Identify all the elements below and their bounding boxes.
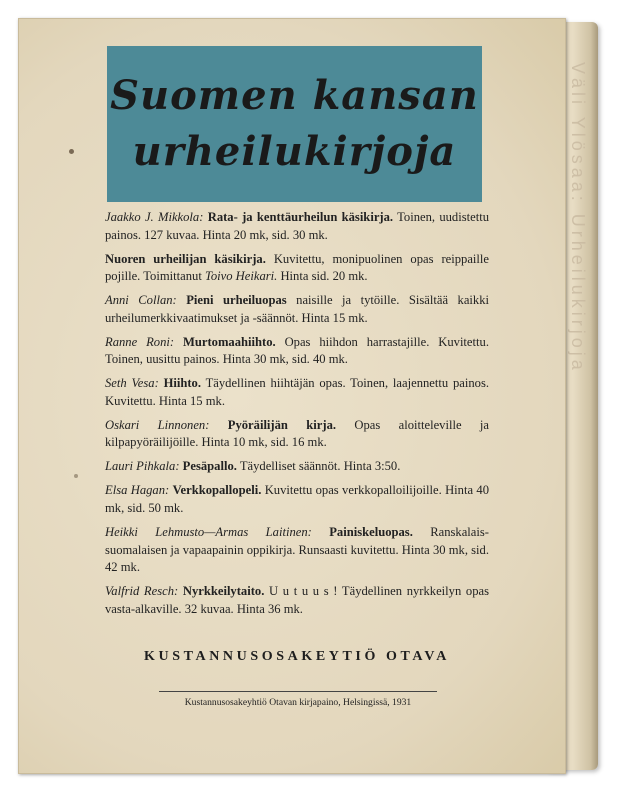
- entry-title: Pyöräilijän kirja.: [227, 417, 337, 432]
- printer-imprint: Kustannusosakeyhtiö Otavan kirjapaino, Helsingissä, 1931: [184, 697, 412, 708]
- entry-details: naisille ja tytöille. Sisältää kaikki urheilumerkkivaatimukset ja -säännöt. Hinta 15 mk.: [105, 293, 490, 325]
- entry-details: Täydellinen hiihtäjän opas. Toinen, laajennettu painos. Kuvitettu. Hinta 15 mk.: [105, 376, 489, 408]
- book-entry: [105, 417, 489, 452]
- entry-details: Opas hiihdon harrastajille. Kuvitettu. Toinen, uusittu painos. Hinta 30 mk, sid. 40 mk.: [105, 334, 489, 367]
- book-entry: [105, 292, 489, 327]
- entry-author: Valfrid Resch:: [105, 584, 179, 599]
- book-entry: [105, 209, 489, 244]
- entry-details: Kuvitettu, monipuolinen opas reippaille pojille. Toimittanut: [105, 251, 489, 284]
- entry-details: Täydelliset säännöt. Hinta 3:50.: [239, 459, 401, 474]
- stain-mark: [74, 474, 78, 478]
- book-entry: [105, 375, 489, 410]
- entry-title: Verkkopallopeli.: [172, 483, 262, 498]
- title-banner: [107, 46, 482, 202]
- entry-title: Nyrkkeilytaito.: [182, 584, 265, 599]
- entry-price: Hinta sid. 20 mk.: [280, 269, 368, 284]
- publisher-name: KUSTANNUSOSAKEYTIÖ OTAVA: [144, 649, 450, 664]
- stain-mark: [69, 149, 74, 154]
- entry-editor: Toivo Heikari.: [205, 269, 278, 284]
- entry-author: Elsa Hagan:: [105, 483, 170, 498]
- entry-details: Ranskalais-suomalaisen ja vapaapainin oppikirja. Runsaasti kuvitettu. Hinta 30 mk, sid. 42 mk.: [105, 525, 489, 575]
- entry-title: Nuoren urheilijan käsikirja.: [105, 251, 266, 266]
- title-line-2: urheilukirjoja: [132, 128, 457, 175]
- entry-title: Murtomaahiihto.: [182, 334, 276, 349]
- entry-title: Pieni urheiluopas: [186, 293, 287, 308]
- book-entry: [105, 524, 489, 577]
- entry-details: Opas aloitteleville ja kilpapyöräilijöille. Hinta 10 mk, sid. 16 mk.: [105, 417, 489, 450]
- entry-author: Lauri Pihkala:: [105, 459, 180, 474]
- entry-author: Heikki Lehmusto—Armas Laitinen:: [105, 525, 312, 540]
- entry-title: Hiihto.: [163, 376, 201, 391]
- entry-author: Oskari Linnonen:: [105, 417, 210, 432]
- book-entry: [105, 334, 489, 369]
- title-line-1: Suomen kansan: [110, 72, 479, 119]
- book-entry: [105, 482, 489, 517]
- entry-author: Seth Vesa:: [105, 376, 159, 391]
- entry-author: Jaakko J. Mikkola:: [105, 210, 204, 224]
- entry-author: Anni Collan:: [105, 293, 177, 308]
- book-entry: [105, 583, 489, 618]
- entry-details: Toinen, uudistettu painos. 127 kuvaa. Hinta 20 mk, sid. 30 mk.: [105, 210, 490, 242]
- book-entry: [105, 251, 489, 286]
- book-entry: [105, 458, 489, 476]
- book-list: [105, 209, 489, 625]
- entry-details: Kuvitettu opas verkkopalloilijoille. Hinta 40 mk, sid. 50 mk.: [105, 483, 489, 516]
- entry-title: Rata- ja kenttäurheilun käsikirja.: [207, 210, 394, 224]
- divider: [159, 691, 437, 692]
- spine-title: Väli Ylösaa: Urheilukirjoja: [568, 62, 588, 374]
- entry-title: Pesäpallo.: [182, 459, 237, 474]
- entry-title: Painiskeluopas.: [329, 525, 413, 540]
- back-cover: [18, 18, 566, 774]
- entry-details: U u t u u s ! Täydellinen nyrkkeilyn opas vasta-alkaville. 32 kuvaa. Hinta 36 mk.: [105, 584, 490, 616]
- entry-author: Ranne Roni:: [105, 334, 175, 349]
